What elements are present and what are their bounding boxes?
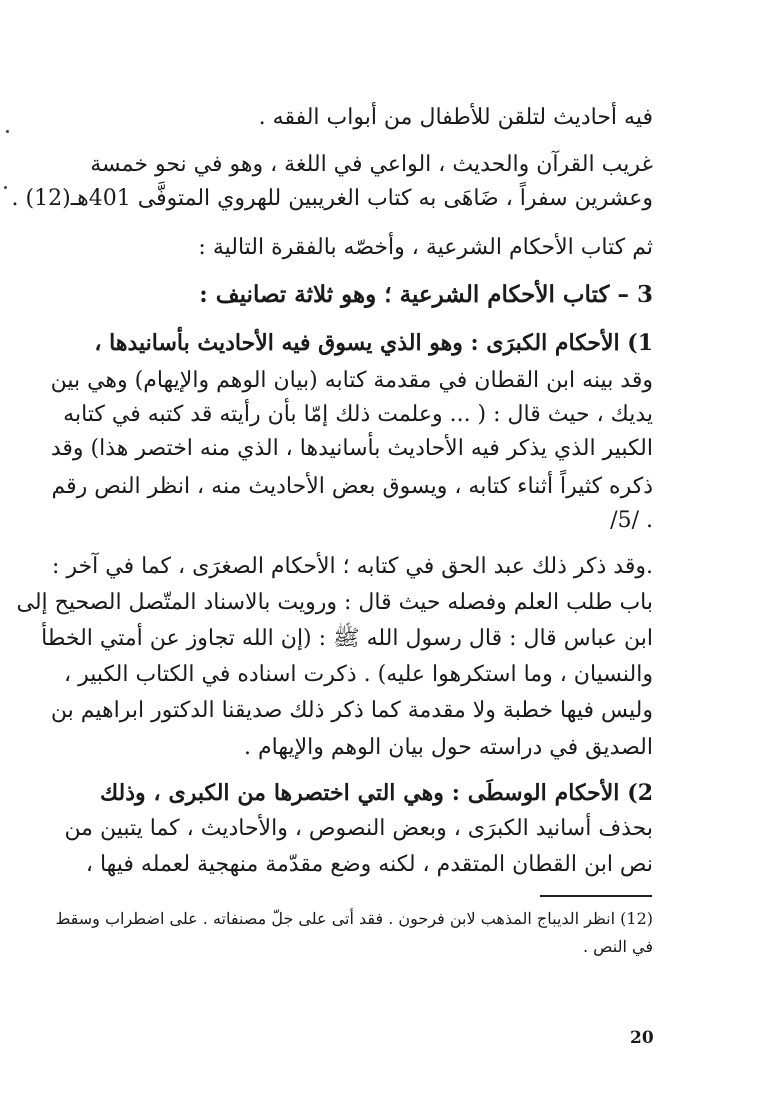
text-line-13: باب طلب العلم وفصله حيث قال : ورويت بالاسناد المتّصل الصحيح إلى [16,590,653,615]
text-line-9: الكبير الذي يذكر فيه الأحاديث بأسانيدها ، الذي منه اختصر هذا) وقد [50,436,653,461]
text-line-8: يديك ، حيث قال : ( ... وعلمت ذلك إمّا بأن رأيته قد كتبه في كتابه [63,402,653,427]
footnote-divider [540,895,652,897]
text-line-2: غريب القرآن والحديث ، الواعي في اللغة ، وهو في نحو خمسة [90,152,653,177]
text-line-4: ثم كتاب الأحكام الشرعية ، وأخصّه بالفقرة التالية : [198,235,653,260]
text-line-15: والنسيان ، وما استكرهوا عليه) . ذكرت اسناده في الكتاب الكبير ، [64,662,653,687]
text-line-6: 1) الأحكام الكبرَى : وهو الذي يسوق فيه الأحاديث بأسانيدها ، [94,330,653,356]
text-line-12: .وقد ذكر ذلك عبد الحق في كتابه ؛ الأحكام الصغرَى ، كما في آخر : [51,554,653,579]
section-heading: 3 – كتاب الأحكام الشرعية ؛ وهو ثلاثة تصانيف : [199,281,653,308]
margin-mark [6,130,9,133]
text-line-14: ابن عباس قال : قال رسول الله ﷺ : (إن الله تجاوز عن أمتي الخطأ [41,626,653,651]
text-line-3: وعشرين سفراً ، ضَاهَى به كتاب الغريبين للهروي المتوفَّى 401هـ(12) . [11,186,653,211]
margin-mark [4,186,7,189]
footnote [55,905,653,961]
text-line-19: بحذف أسانيد الكبرَى ، وبعض النصوص ، والأحاديث ، كما يتبين من [64,816,653,841]
text-line-7: وقد بينه ابن القطان في مقدمة كتابه (بيان الوهم والإيهام) وهي بين [50,368,653,393]
text-line-11: . /5/ [610,508,653,533]
text-line-18: 2) الأحكام الوسطَى : وهي التي اختصرها من الكبرى ، وذلك [100,780,653,806]
text-line-1: فيه أحاديث لتلقن للأطفال من أبواب الفقه . [258,105,653,130]
text-line-16: وليس فيها خطبة ولا مقدمة كما ذكر ذلك صديقنا الدكتور ابراهيم بن [50,698,653,723]
text-line-10: ذكره كثيراً أثناء كتابه ، ويسوق بعض الأحاديث منه ، انظر النص رقم [51,474,653,499]
body-text [11,100,653,960]
footnote-line-2: في النص . [583,937,653,956]
page-number: 20 [630,1028,654,1048]
text-line-17: الصديق في دراسته حول بيان الوهم والإيهام . [244,735,653,760]
footnote-line-1: (12) انظر الديباج المذهب لابن فرحون . فقد أتى على جلّ مصنفاته . على اضطراب وسقط [55,909,653,928]
text-line-20: نص ابن القطان المتقدم ، لكنه وضع مقدّمة منهجية لعمله فيها ، [85,852,653,877]
